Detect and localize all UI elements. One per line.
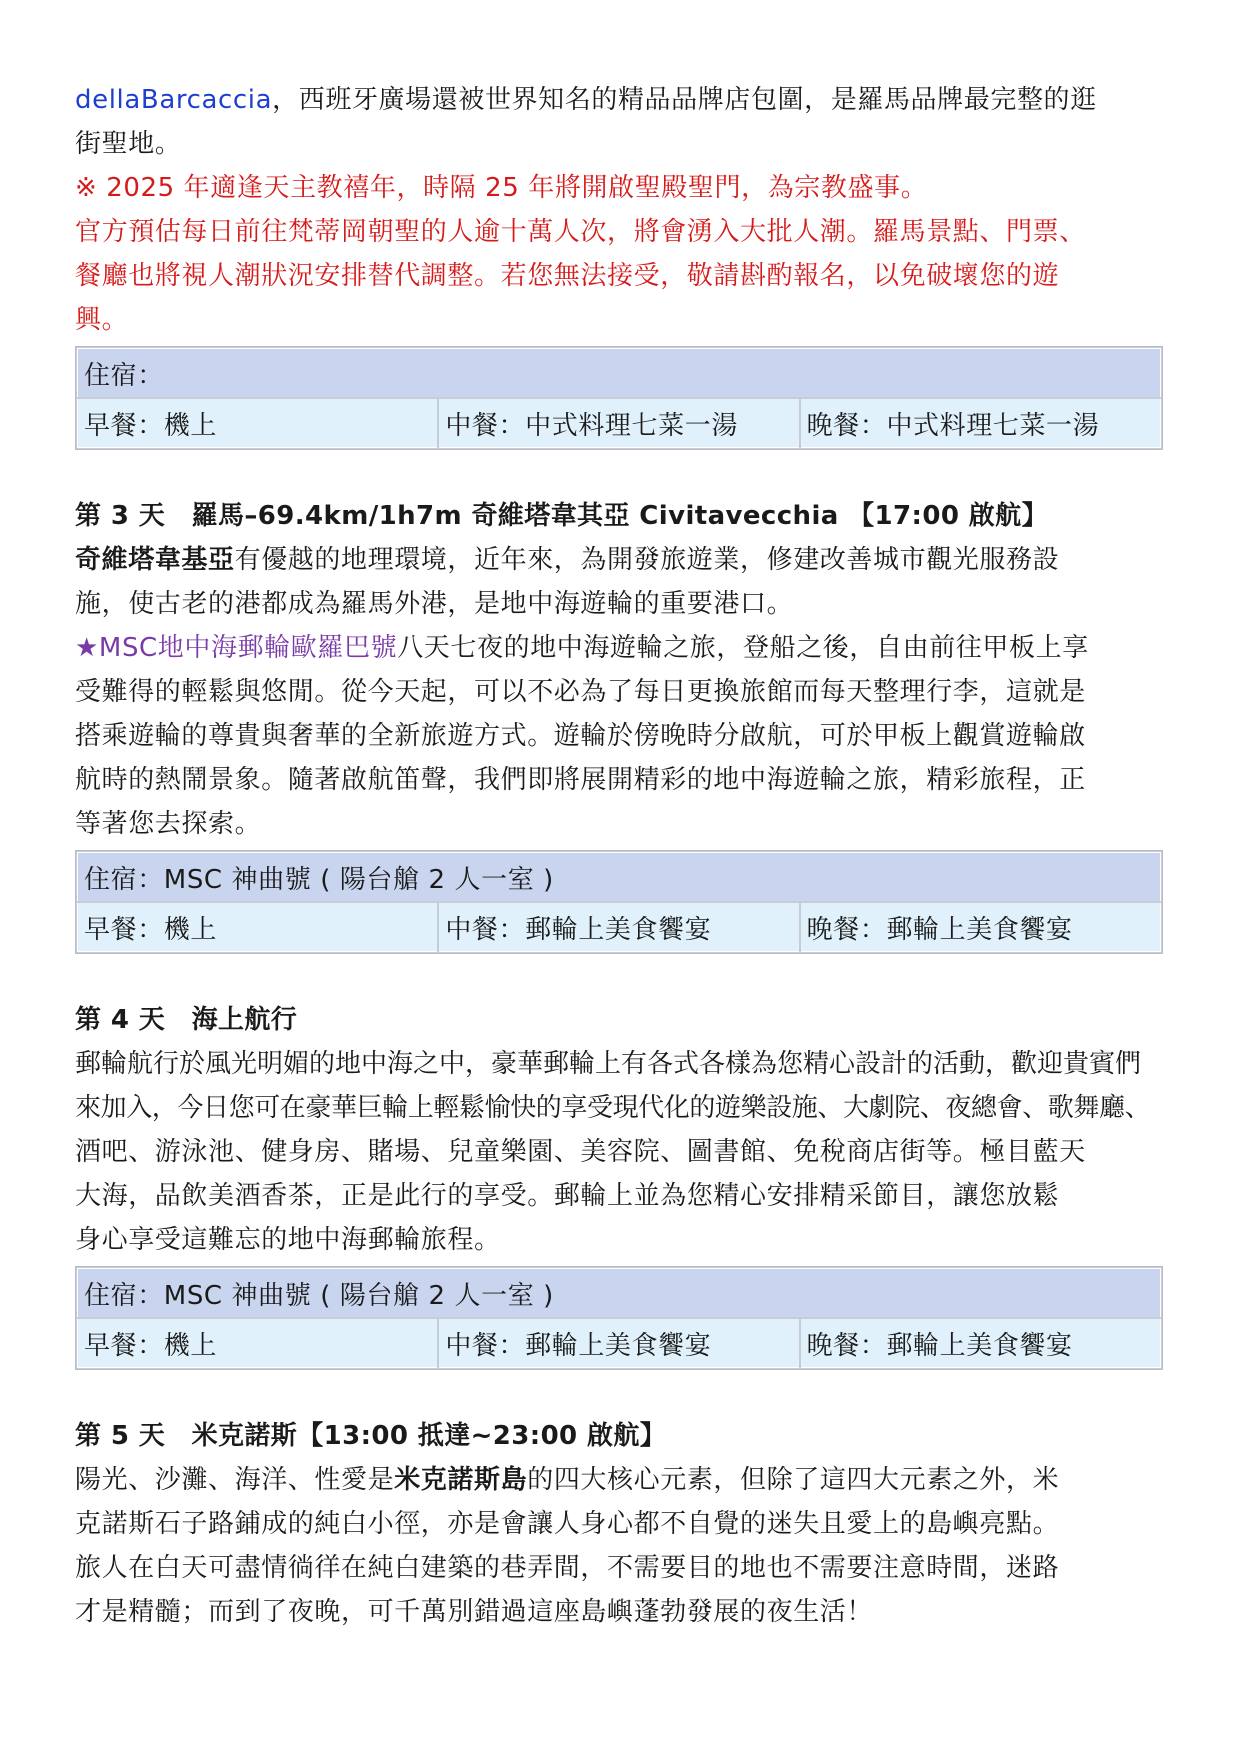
day5-heading: 第 5 天 米克諾斯【13:00 抵達~23:00 啟航】 — [75, 1421, 667, 1451]
day3-p1-line-1 — [75, 538, 1165, 582]
intro-line-1-text: ，西班牙廣場還被世界知名的精品品牌店包圍，是羅馬品牌最完整的逛 — [272, 85, 1097, 115]
dinner-cell: 晚餐：郵輪上美食饗宴 — [800, 1318, 1161, 1368]
day5-line-3: 旅人在白天可盡情徜徉在純白建築的巷弄間，不需要目的地也不需要注意時間，迷路 — [75, 1553, 1060, 1583]
brand-link[interactable]: dellaBarcaccia — [75, 85, 273, 115]
day3-p1-line-1-text: 有優越的地理環境，近年來，為開發旅遊業，修建改善城市觀光服務設 — [234, 545, 1060, 575]
lunch-cell: 中餐：中式料理七菜一湯 — [438, 398, 799, 448]
day5-line-2: 克諾斯石子路鋪成的純白小徑，亦是會讓人身心都不自覺的迷失且愛上的島嶼亮點。 — [75, 1509, 1060, 1539]
day3-info-table — [75, 850, 1163, 954]
day3-heading: 第 3 天 羅馬–69.4km/1h7m 奇維塔韋其亞 Civitavecchia 【17:00 啟航】 — [75, 501, 1048, 531]
notice-line-4: 興。 — [75, 305, 129, 335]
day5-line-1 — [75, 1458, 1165, 1502]
day4-line-1: 郵輪航行於風光明媚的地中海之中，豪華郵輪上有各式各樣為您精心設計的活動，歡迎貴賓們 — [75, 1049, 1142, 1079]
day3-p2-line-4: 航時的熱鬧景象。隨著啟航笛聲，我們即將展開精彩的地中海遊輪之旅，精彩旅程，正 — [75, 765, 1086, 795]
day3-p2-line-5: 等著您去探索。 — [75, 809, 262, 839]
day3-p2-line-1-text: 八天七夜的地中海遊輪之旅，登船之後，自由前往甲板上享 — [397, 633, 1089, 663]
lunch-cell: 中餐：郵輪上美食饗宴 — [438, 1318, 799, 1368]
day4-info-table — [75, 1266, 1163, 1370]
day5-line-1-pre: 陽光、沙灘、海洋、性愛是 — [75, 1465, 395, 1495]
intro-line-2: 街聖地。 — [75, 129, 182, 159]
day4-line-5: 身心享受這難忘的地中海郵輪旅程。 — [75, 1225, 501, 1255]
dinner-cell: 晚餐：中式料理七菜一湯 — [800, 398, 1161, 448]
day4-line-4: 大海，品飲美酒香茶，正是此行的享受。郵輪上並為您精心安排精采節目，讓您放鬆 — [75, 1181, 1060, 1211]
intro-line-1 — [75, 78, 1165, 122]
day2-info-table — [75, 346, 1163, 450]
day3-p2-line-2: 受難得的輕鬆與悠閒。從今天起，可以不必為了每日更換旅館而每天整理行李，這就是 — [75, 677, 1086, 707]
day3-p1-line-2: 施，使古老的港都成為羅馬外港，是地中海遊輪的重要港口。 — [75, 589, 794, 619]
cruise-highlight: ★MSC地中海郵輪歐羅巴號 — [75, 633, 398, 663]
day4-line-3: 酒吧、游泳池、健身房、賭場、兒童樂園、美容院、圖書館、免稅商店街等。極目藍天 — [75, 1137, 1086, 1167]
breakfast-cell: 早餐：機上 — [77, 902, 438, 952]
day4-heading: 第 4 天 海上航行 — [75, 1005, 298, 1035]
breakfast-cell: 早餐：機上 — [77, 398, 438, 448]
day5-line-1-post: 的四大核心元素，但除了這四大元素之外，米 — [527, 1465, 1060, 1495]
itinerary-content — [75, 78, 1165, 1634]
day3-port-name: 奇維塔韋基亞 — [75, 545, 235, 575]
notice-line-2: 官方預估每日前往梵蒂岡朝聖的人逾十萬人次，將會湧入大批人潮。羅馬景點、門票、 — [75, 217, 1086, 247]
lunch-cell: 中餐：郵輪上美食饗宴 — [438, 902, 799, 952]
day5-line-4: 才是精髓；而到了夜晚，可千萬別錯過這座島嶼蓬勃發展的夜生活！ — [75, 1597, 874, 1627]
notice-line-1: ※ 2025 年適逢天主教禧年，時隔 25 年將開啟聖殿聖門，為宗教盛事。 — [75, 173, 928, 203]
stay-cell: 住宿： — [77, 348, 1161, 398]
stay-cell: 住宿：MSC 神曲號 ( 陽台艙 2 人一室 ) — [77, 1268, 1161, 1318]
notice-line-3: 餐廳也將視人潮狀況安排替代調整。若您無法接受，敬請斟酌報名，以免破壞您的遊 — [75, 261, 1060, 291]
stay-cell: 住宿：MSC 神曲號 ( 陽台艙 2 人一室 ) — [77, 852, 1161, 902]
dinner-cell: 晚餐：郵輪上美食饗宴 — [800, 902, 1161, 952]
day3-p2-line-1 — [75, 626, 1165, 670]
breakfast-cell: 早餐：機上 — [77, 1318, 438, 1368]
day4-line-2: 來加入，今日您可在豪華巨輪上輕鬆愉快的享受現代化的遊樂設施、大劇院、夜總會、歌舞廳、 — [75, 1093, 1151, 1123]
mykonos-name: 米克諾斯島 — [394, 1465, 528, 1495]
day3-p2-line-3: 搭乘遊輪的尊貴與奢華的全新旅遊方式。遊輪於傍晚時分啟航，可於甲板上觀賞遊輪啟 — [75, 721, 1086, 751]
